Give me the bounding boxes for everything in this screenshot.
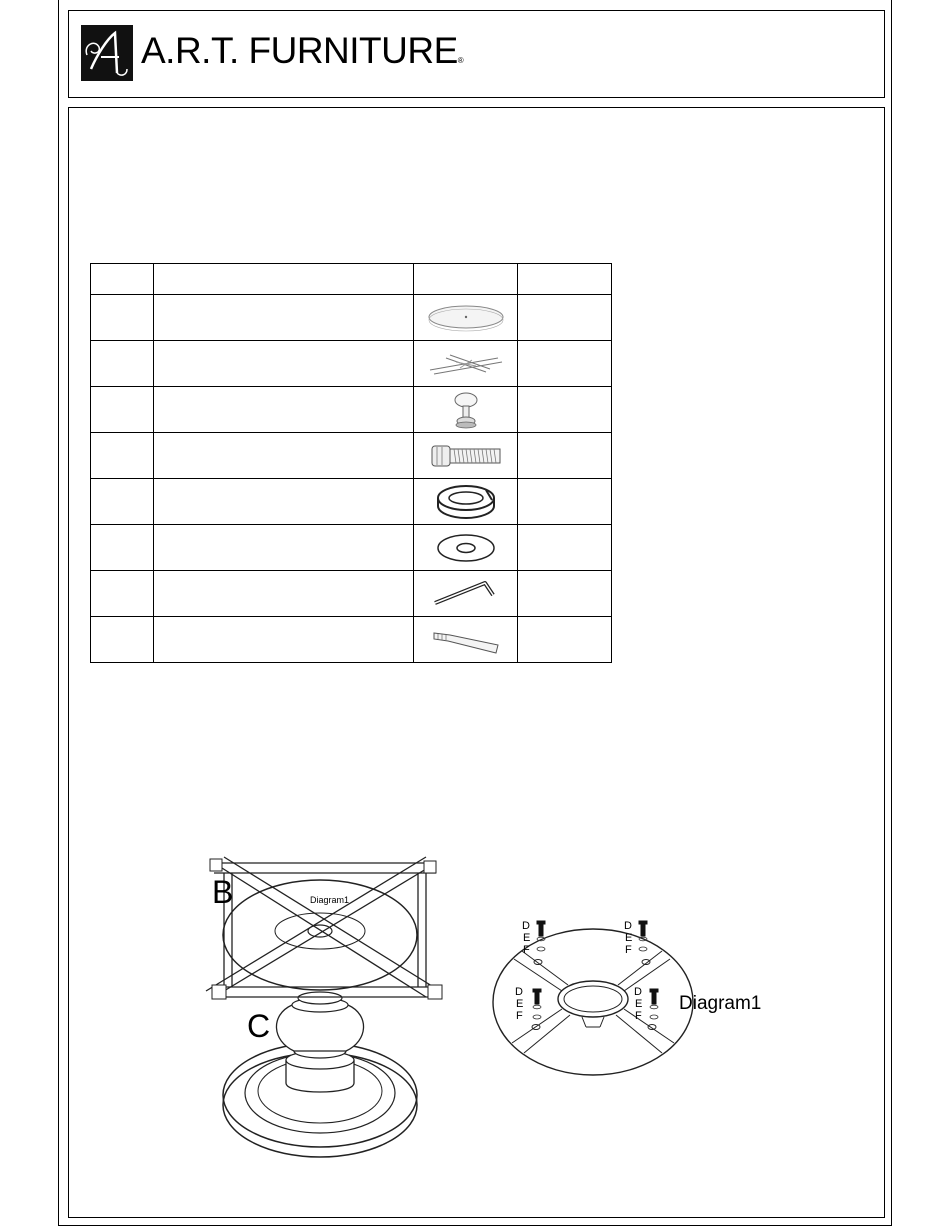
flat-washer-icon: [434, 531, 498, 565]
table-row: [91, 525, 612, 571]
diagram1-title: Diagram1: [679, 993, 762, 1014]
label-c: C: [247, 1008, 271, 1044]
header: [68, 10, 885, 98]
hardware-label-e: E: [625, 932, 633, 944]
art-logo-icon: [81, 25, 133, 81]
table-row: [91, 571, 612, 617]
label-b: B: [212, 874, 234, 910]
hardware-label-d: D: [634, 986, 642, 998]
table-row: [91, 387, 612, 433]
hardware-label-f: F: [523, 944, 530, 956]
bolt-icon: [428, 441, 504, 471]
hardware-label-e: E: [635, 998, 643, 1010]
header-cell-part: [91, 264, 154, 295]
hardware-label-d: D: [515, 986, 523, 998]
hardware-label-e: E: [516, 998, 524, 1010]
table-row: [91, 479, 612, 525]
table-row: [91, 433, 612, 479]
registered-mark: ®: [457, 56, 464, 65]
table-row: [91, 295, 612, 341]
knob-icon: [446, 390, 486, 430]
dowel-icon: [428, 625, 504, 655]
table-row: [91, 341, 612, 387]
table-header-row: [91, 264, 612, 295]
hardware-label-f: F: [635, 1010, 642, 1022]
table-row: [91, 617, 612, 663]
parts-table: [90, 263, 612, 663]
brand-name: A.R.T. FURNITURE®: [141, 30, 464, 71]
hardware-label-f: F: [625, 944, 632, 956]
diagram1-center-note: Diagram1: [310, 895, 350, 905]
cross-brace-icon: [426, 352, 506, 376]
header-cell-quantity: [518, 264, 612, 295]
hardware-label-f: F: [516, 1010, 523, 1022]
header-cell-description: [154, 264, 414, 295]
hardware-label-d: D: [624, 920, 632, 932]
header-cell-picture: [414, 264, 518, 295]
hardware-label-e: E: [523, 932, 531, 944]
allen-wrench-icon: [431, 577, 501, 611]
lock-washer-icon: [434, 482, 498, 522]
hardware-label-d: D: [522, 920, 530, 932]
round-plate-icon: [426, 303, 506, 333]
